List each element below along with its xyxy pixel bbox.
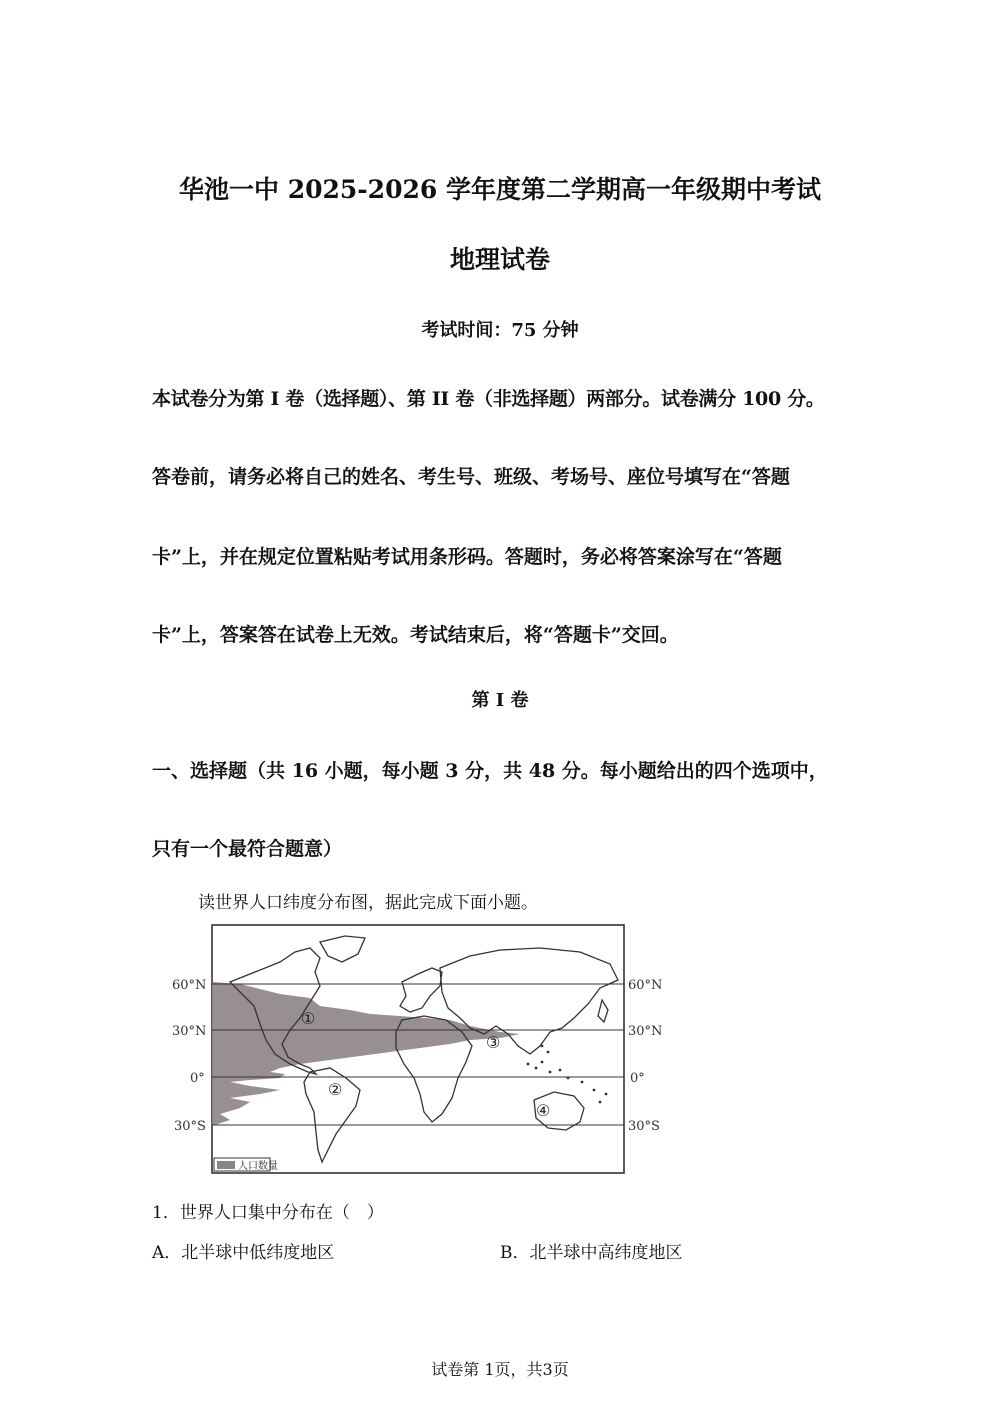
lat-label-left-0: 0° bbox=[190, 1071, 205, 1086]
page-footer: 试卷第 1页，共3页 bbox=[431, 1360, 569, 1379]
lat-label-right-0: 0° bbox=[630, 1071, 645, 1086]
marker-3: ③ bbox=[486, 1033, 501, 1052]
marker-4: ④ bbox=[536, 1101, 551, 1120]
marker-1: ① bbox=[301, 1009, 316, 1028]
lat-label-left-30n: 30°N bbox=[172, 1024, 207, 1039]
lat-label-right-30n: 30°N bbox=[628, 1024, 663, 1039]
volume-heading: 第 I 卷 bbox=[471, 690, 529, 711]
exam-time: 考试时间：75 分钟 bbox=[421, 320, 579, 341]
instruction-line-4: 卡”上，答案答在试卷上无效。考试结束后，将“答题卡”交回。 bbox=[152, 624, 679, 646]
map-svg bbox=[170, 922, 670, 1178]
lat-label-right-60n: 60°N bbox=[628, 978, 663, 993]
question-stem: 读世界人口纬度分布图，据此完成下面小题。 bbox=[198, 893, 538, 913]
legend-label: 人口数量 bbox=[238, 1161, 278, 1172]
lat-label-left-30s: 30°S bbox=[174, 1119, 206, 1134]
section-heading-line-1: 一、选择题（共 16 小题，每小题 3 分，共 48 分。每小题给出的四个选项中， bbox=[152, 760, 828, 782]
question-1-stem: 1．世界人口集中分布在（ ） bbox=[152, 1203, 384, 1223]
lat-label-right-30s: 30°S bbox=[628, 1119, 660, 1134]
legend-swatch bbox=[217, 1161, 235, 1169]
instruction-line-1: 本试卷分为第 I 卷（选择题）、第 II 卷（非选择题）两部分。试卷满分 100 分。 bbox=[152, 388, 825, 410]
lat-label-left-60n: 60°N bbox=[172, 978, 207, 993]
exam-title: 华池一中 2025-2026 学年度第二学期高一年级期中考试 bbox=[179, 175, 821, 204]
instruction-line-2: 答卷前，请务必将自己的姓名、考生号、班级、考场号、座位号填写在“答题 bbox=[152, 466, 790, 488]
question-1-option-b[interactable]: B．北半球中高纬度地区 bbox=[500, 1243, 683, 1263]
instruction-line-3: 卡”上，并在规定位置粘贴考试用条形码。答题时，务必将答案涂写在“答题 bbox=[152, 546, 782, 568]
section-heading-line-2: 只有一个最符合题意） bbox=[152, 838, 343, 860]
question-1-option-a[interactable]: A．北半球中低纬度地区 bbox=[152, 1243, 335, 1263]
world-population-latitude-map bbox=[170, 922, 670, 1178]
marker-2: ② bbox=[328, 1080, 343, 1099]
exam-subtitle: 地理试卷 bbox=[449, 245, 550, 274]
